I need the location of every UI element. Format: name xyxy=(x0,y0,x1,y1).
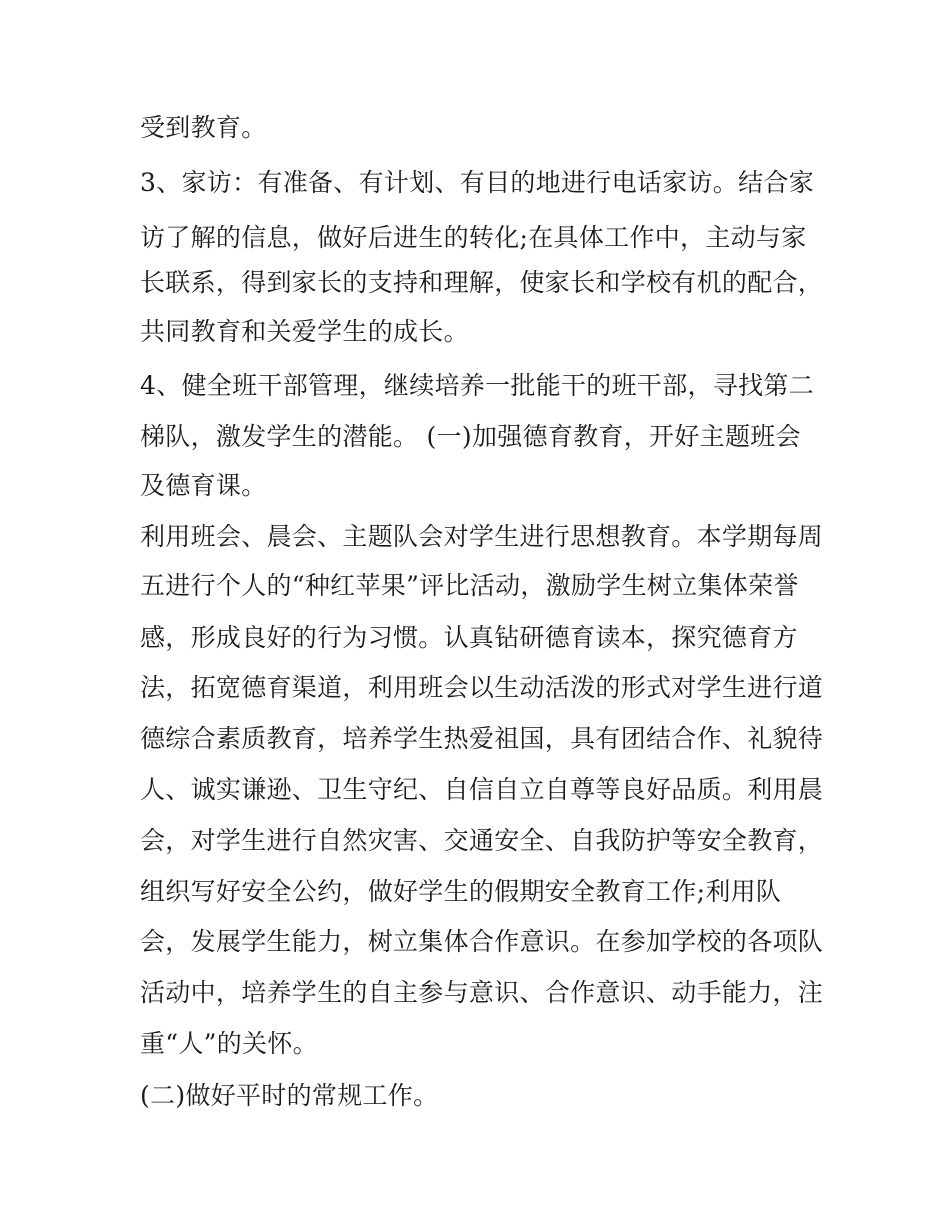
text-line: 组织写好安全公约，做好学生的假期安全教育工作;利用队 xyxy=(140,877,782,906)
text-line: 访了解的信息，做好后进生的转化;在具体工作中，主动与家 xyxy=(140,223,807,252)
text-line: 会，对学生进行自然灾害、交通安全、自我防护等安全教育， xyxy=(140,826,824,855)
text-line: 人、诚实谦逊、卫生守纪、自信自立自尊等良好品质。利用晨 xyxy=(140,775,824,804)
text-line: 受到教育。 xyxy=(140,113,267,142)
text-line: 法，拓宽德育渠道，利用班会以生动活泼的形式对学生进行道 xyxy=(140,673,824,702)
text-line: 感，形成良好的行为习惯。认真钻研德育读本，探究德育方 xyxy=(140,623,798,652)
text-line: 3、家访：有准备、有计划、有目的地进行电话家访。结合家 xyxy=(140,168,815,197)
text-line: 梯队，激发学生的潜能。 (一)加强德育教育，开好主题班会 xyxy=(140,422,801,451)
text-line: 活动中，培养学生的自主参与意识、合作意识、动手能力，注 xyxy=(140,978,824,1007)
text-line: 会，发展学生能力，树立集体合作意识。在参加学校的各项队 xyxy=(140,927,824,956)
text-line: 德综合素质教育，培养学生热爱祖国，具有团结合作、礼貌待 xyxy=(140,724,824,753)
text-line: 五进行个人的“种红苹果”评比活动，激励学生树立集体荣誉 xyxy=(140,571,799,600)
text-line: 长联系，得到家长的支持和理解，使家长和学校有机的配合， xyxy=(140,268,824,297)
text-line: 利用班会、晨会、主题队会对学生进行思想教育。本学期每周 xyxy=(140,522,824,551)
text-line: 4、健全班干部管理，继续培养一批能干的班干部，寻找第二 xyxy=(140,371,815,400)
text-line: 及德育课。 xyxy=(140,471,267,500)
text-line: 共同教育和关爱学生的成长。 xyxy=(140,317,469,346)
text-line: (二)做好平时的常规工作。 xyxy=(140,1081,439,1110)
text-line: 重“人”的关怀。 xyxy=(140,1029,318,1058)
